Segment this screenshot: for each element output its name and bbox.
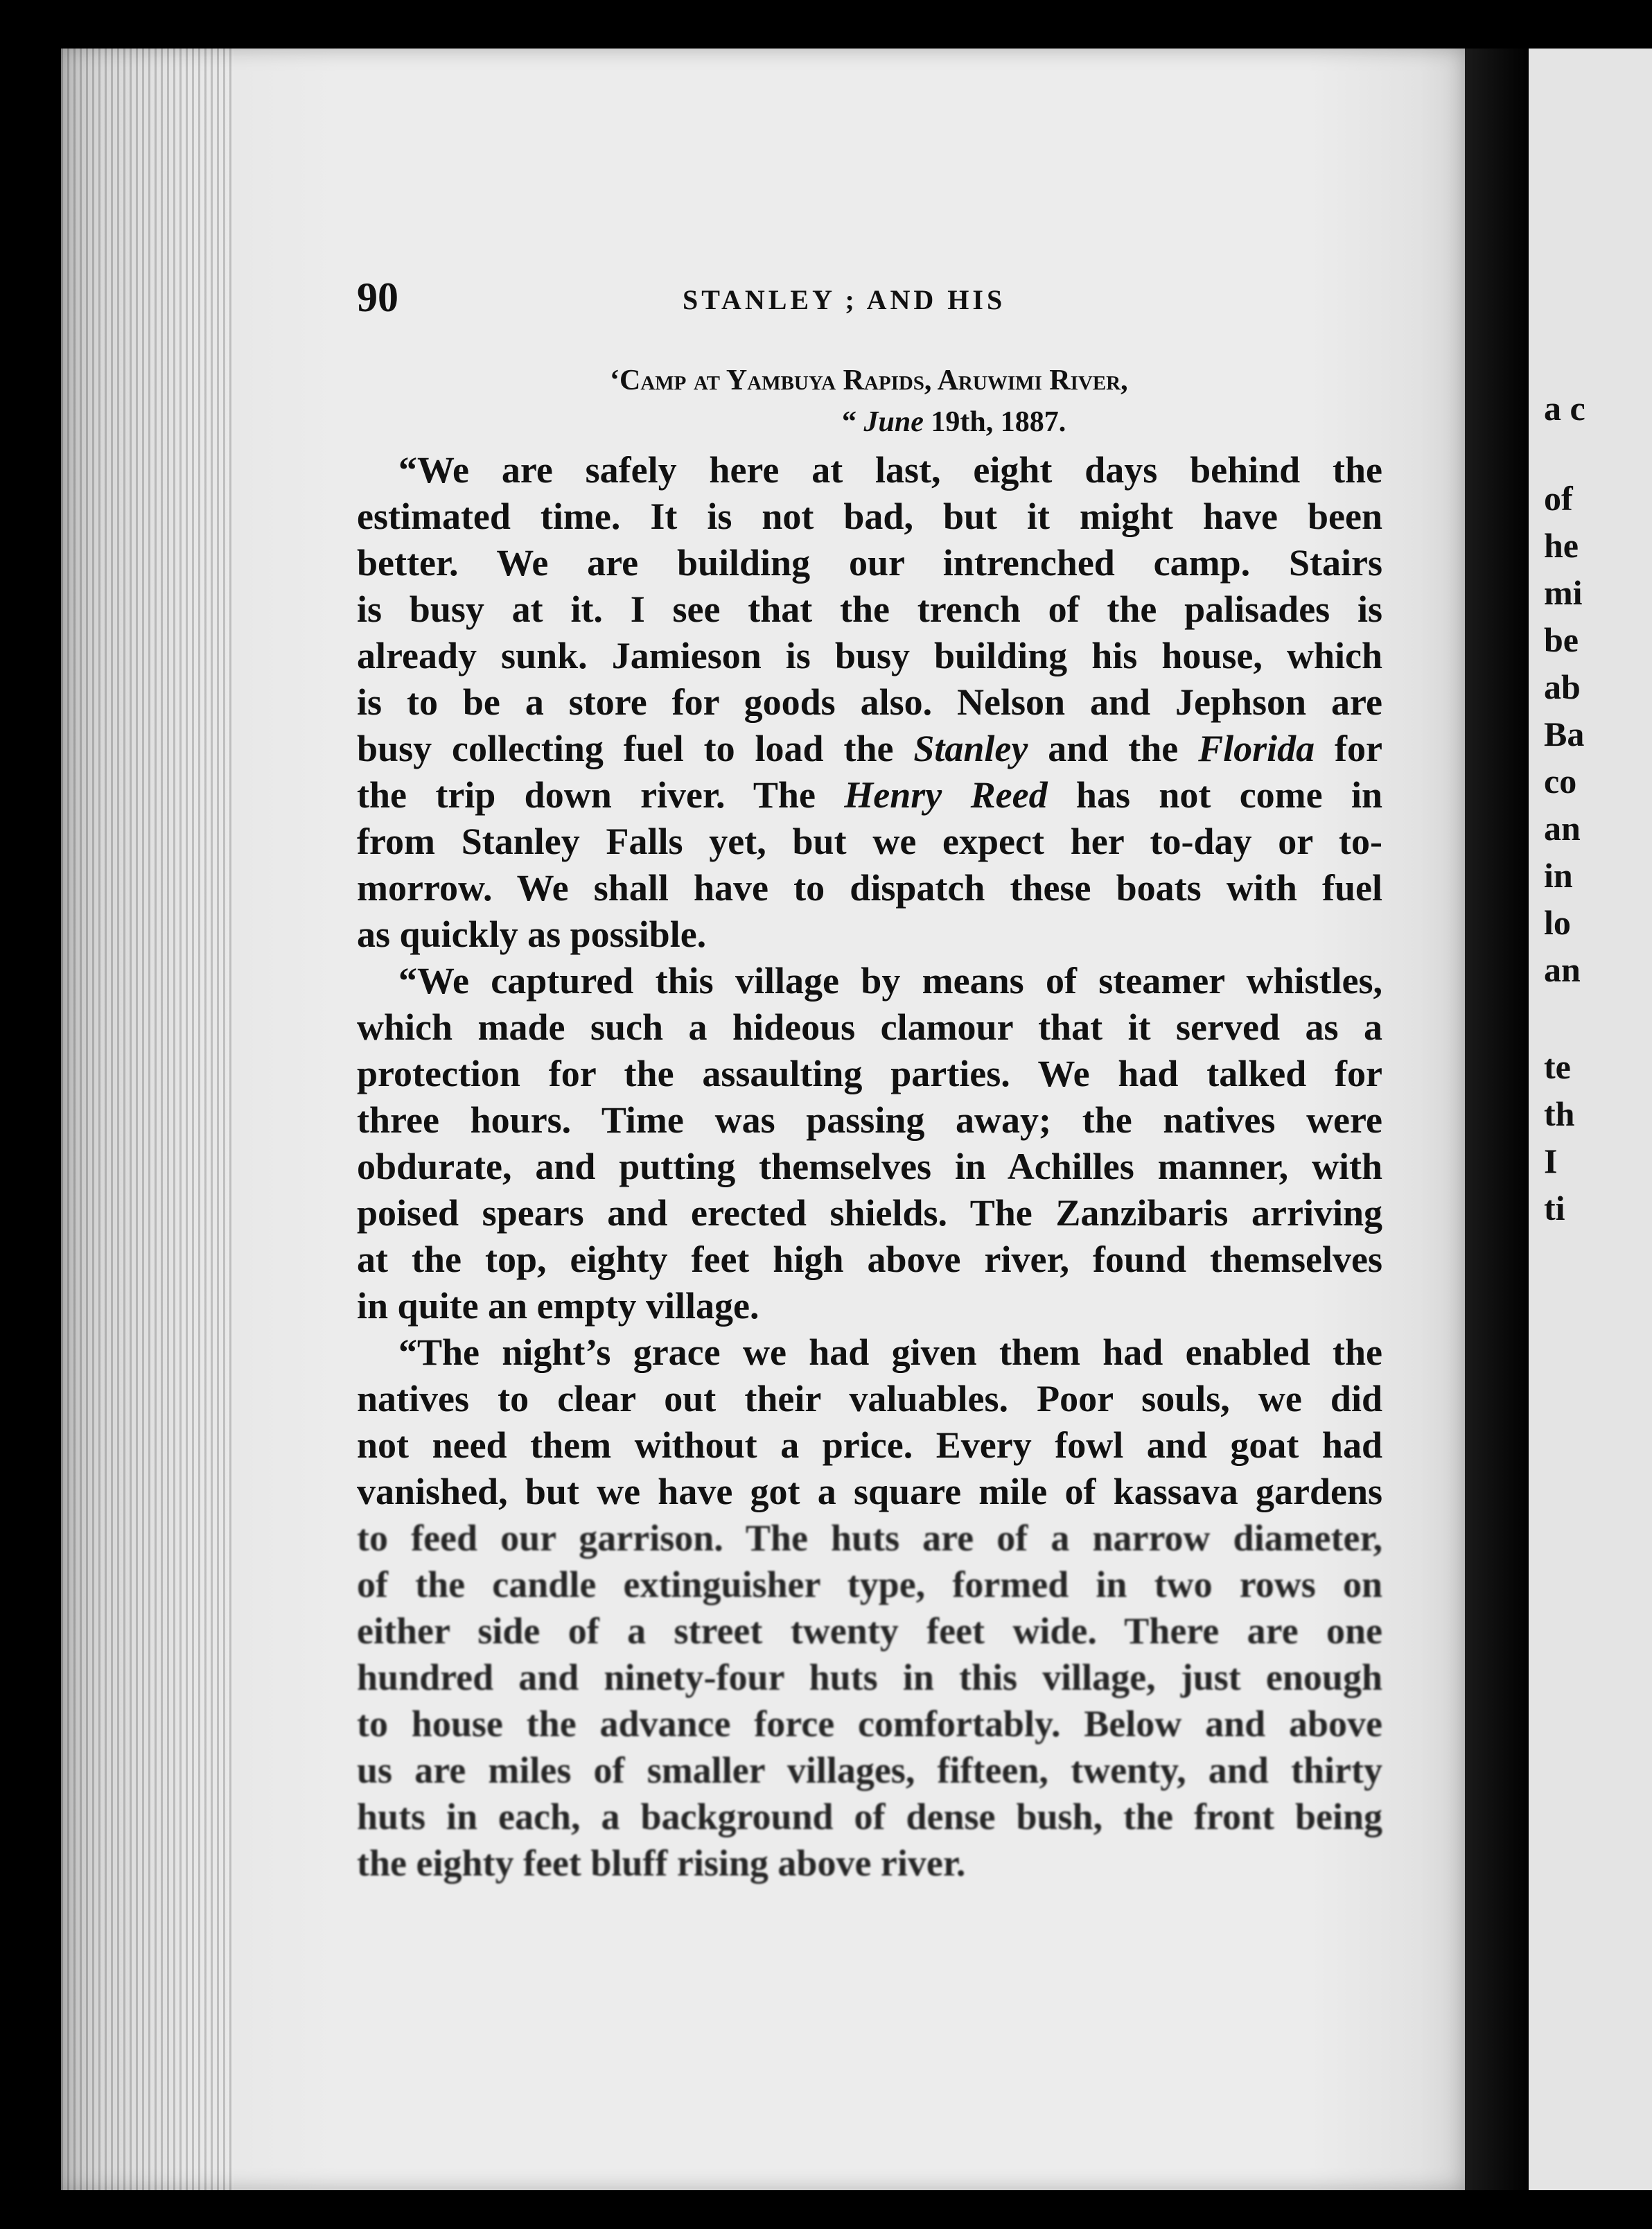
text-line: either side of a street twenty feet wide. There are one <box>357 1610 1382 1652</box>
page-header <box>0 274 1652 329</box>
facing-page-fragment: ab <box>1544 667 1581 706</box>
text-line: already sunk. Jamieson is busy building his house, which <box>357 635 1382 676</box>
text-line: “We are safely here at last, eight days behind the <box>398 449 1382 491</box>
facing-page-fragment: th <box>1544 1094 1575 1133</box>
paragraph-2 <box>357 958 1382 1329</box>
text-line: in quite an empty village. <box>357 1285 759 1327</box>
text-line: to feed our garrison. The huts are of a narrow diameter, <box>357 1517 1382 1559</box>
facing-page-fragment: te <box>1544 1047 1571 1086</box>
text-line: protection for the assaulting parties. We had talked for <box>357 1053 1382 1094</box>
text-line: three hours. Time was passing away; the natives were <box>357 1099 1382 1141</box>
text-line: the eighty feet bluff rising above river. <box>357 1842 966 1884</box>
running-head: STANLEY ; AND HIS <box>683 284 1006 315</box>
letter-dateline-date <box>842 405 1066 439</box>
date-quote-mark: “ <box>842 406 856 438</box>
facing-page-fragment: in <box>1544 856 1573 895</box>
text-line: at the top, eighty feet high above river, found themselves <box>357 1239 1382 1280</box>
facing-page-fragment: an <box>1544 950 1581 989</box>
text-line: natives to clear out their valuables. Poor souls, we did <box>357 1378 1382 1419</box>
facing-page-fragment: of <box>1544 479 1573 518</box>
facing-page-fragment: lo <box>1544 903 1571 942</box>
text-line: vanished, but we have got a square mile of kassava gardens <box>357 1471 1382 1512</box>
letter-body <box>357 447 1382 1887</box>
date-month: June <box>863 406 924 438</box>
facing-page-fragment: he <box>1544 526 1579 565</box>
date-day-year: 19th, 1887. <box>931 406 1066 438</box>
text-line: “The night’s grace we had given them had enabled the <box>398 1331 1382 1373</box>
page-number: 90 <box>357 274 398 320</box>
book-gutter <box>1465 49 1531 2190</box>
text-line: from Stanley Falls yet, but we expect her to-day or to- <box>357 821 1382 862</box>
facing-page-fragment: a c <box>1544 389 1585 428</box>
text-line: morrow. We shall have to dispatch these boats with fuel <box>357 867 1382 909</box>
facing-page-fragment: co <box>1544 762 1577 801</box>
text-line: huts in each, a background of dense bush, the front being <box>357 1796 1382 1837</box>
text-line: of the candle extinguisher type, formed in two rows on <box>357 1564 1382 1605</box>
text-line: to house the advance force comfortably. Below and above <box>357 1703 1382 1745</box>
facing-page-edge <box>1529 49 1652 2190</box>
facing-page-fragment: an <box>1544 809 1581 848</box>
text-line: us are miles of smaller villages, fifteen, twenty, and thirty <box>357 1749 1382 1791</box>
facing-page-fragment: mi <box>1544 573 1583 612</box>
text-line: is to be a store for goods also. Nelson and Jephson are <box>357 681 1382 723</box>
text-line: poised spears and erected shields. The Zanzibaris arriving <box>357 1192 1382 1234</box>
facing-page-fragment: I <box>1544 1142 1558 1180</box>
text-line: estimated time. It is not bad, but it might have been <box>357 496 1382 537</box>
text-line: the trip down river. The Henry Reed has not come in <box>357 774 1382 816</box>
text-line: as quickly as possible. <box>357 914 707 955</box>
letter-dateline-place: ‘Camp at Yambuya Rapids, Aruwimi River, <box>610 365 1128 396</box>
text-line: not need them without a price. Every fowl and goat had <box>357 1424 1382 1466</box>
facing-page-fragment: Ba <box>1544 715 1585 753</box>
text-line: hundred and ninety-four huts in this village, just enough <box>357 1657 1382 1698</box>
facing-page-fragment: ti <box>1544 1189 1565 1227</box>
page-edge-shadow <box>61 49 234 2190</box>
text-line: obdurate, and putting themselves in Achilles manner, with <box>357 1146 1382 1187</box>
facing-page-fragment: be <box>1544 620 1579 659</box>
paragraph-1 <box>357 447 1382 958</box>
text-line: which made such a hideous clamour that it served as a <box>357 1006 1382 1048</box>
paragraph-3 <box>357 1329 1382 1887</box>
text-line: is busy at it. I see that the trench of the palisades is <box>357 588 1382 630</box>
text-line: “We captured this village by means of steamer whistles, <box>398 960 1382 1002</box>
text-line: better. We are building our intrenched camp. Stairs <box>357 542 1382 584</box>
text-line: busy collecting fuel to load the Stanley and the Florida for <box>357 728 1383 769</box>
